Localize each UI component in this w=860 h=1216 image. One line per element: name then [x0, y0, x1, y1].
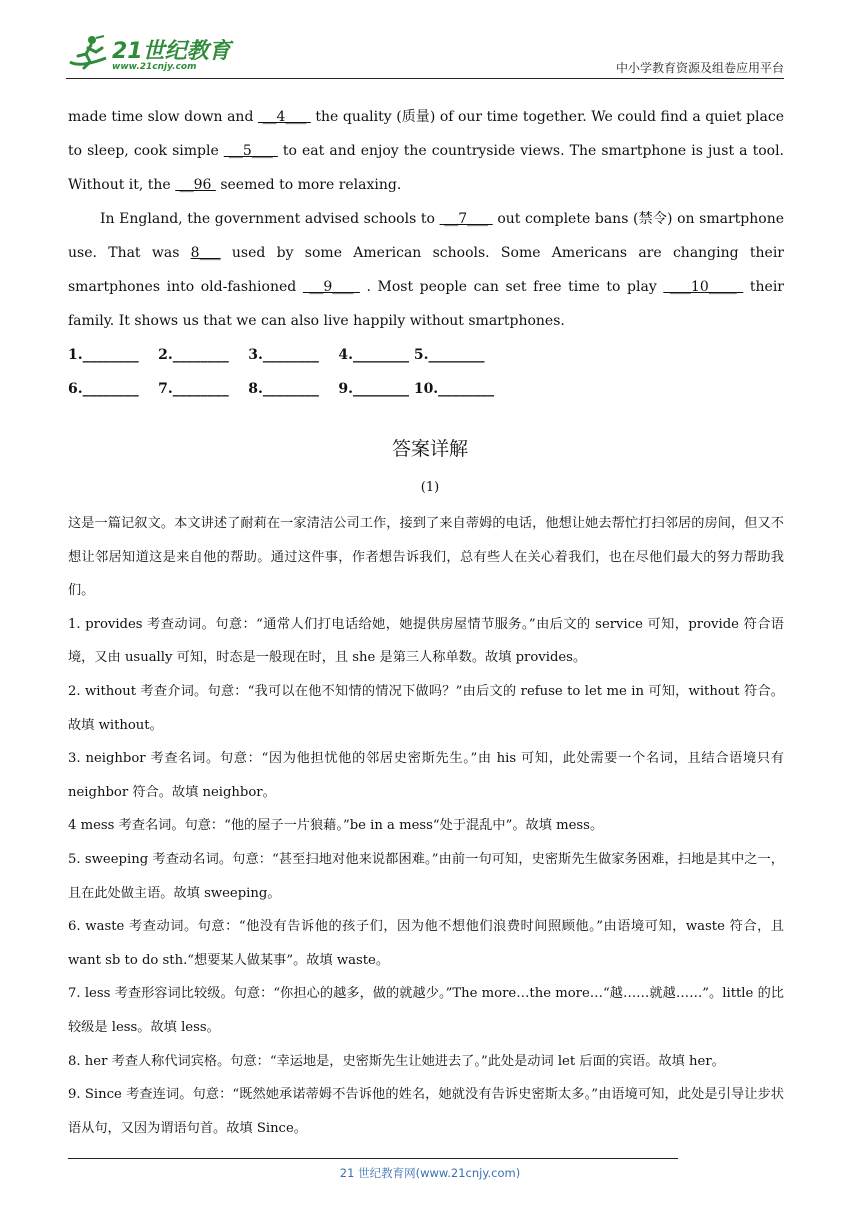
answer-row-1: 1.________ 2.________ 3.________ 4.________ 5.________	[68, 347, 485, 363]
text-run: . Most people can set free time to play	[359, 279, 664, 295]
platform-name: 中小学教育资源及组卷应用平台	[615, 61, 784, 75]
text-run: the quality (质量) of our time together. We could find a quiet place to sleep, cook simple	[68, 109, 784, 159]
blank-6: __96	[175, 177, 216, 193]
passage-paragraph-1	[68, 100, 784, 202]
text-run: seemed to more relaxing.	[215, 177, 402, 193]
explanation-item-3: 3. neighbor 考查名词。句意：“因为他担忧他的邻居史密斯先生。”由 his 可知，此处需要一个名词，且结合语境只有 neighbor 符合。故填 neighbor。	[68, 751, 784, 800]
text-run: In England, the government advised schools to	[100, 211, 440, 227]
blank-7: __7___	[439, 211, 493, 227]
logo-url: www.21cnjy.com	[112, 62, 197, 72]
passage	[68, 100, 784, 406]
explanation-item-4: 4 mess 考查名词。句意：“他的屋子一片狼藉。”be in a mess“处于混乱中”。故填 mess。	[68, 818, 604, 834]
explanation-item-6: 6. waste 考查动词。句意：“他没有告诉他的孩子们，因为他不想他们浪费时间照顾他。”由语境可知，waste 符合，且 want sb to do sth.“想要某人做某事”。故填 waste。	[68, 919, 784, 968]
answer-section-title: 答案详解	[391, 438, 468, 460]
text-run: made time slow down and	[68, 109, 258, 125]
footer-link[interactable]: 21 世纪教育网(www.21cnjy.com)	[339, 1166, 521, 1180]
blank-5: __5___	[223, 143, 278, 159]
explanation-item-9: 9. Since 考查连词。句意：“既然她承诺蒂姆不告诉他的姓名，她就没有告诉史密斯太多。”由语境可知，此处是引导让步状语从句，又因为谓语句首。故填 Since。	[68, 1087, 784, 1136]
blank-9: __9___	[302, 279, 360, 295]
text-run: their family. It shows us that we can also live happily without smartphones.	[68, 279, 784, 329]
section-number: (1)	[420, 480, 440, 495]
blank-10: ___10____	[663, 279, 744, 295]
explanation-item-7: 7. less 考查形容词比较级。句意：“你担心的越多，做的就越少。”The more…the more…“越……就越……”。little 的比较级是 less。故填 less。	[68, 986, 784, 1035]
logo-text: 21世纪教育	[112, 39, 231, 64]
text-run: to eat and enjoy the countryside views. The smartphone is just a tool. Without it, the	[68, 143, 784, 193]
explanation-item-1: 1. provides 考查动词。句意：“通常人们打电话给她，她提供房屋情节服务。”由后文的 service 可知，provide 符合语境，又由 usually 可知，时态是一般现在时，且 she 是第三人称单数。故填 provides。	[68, 616, 784, 666]
explanation-item-5: 5. sweeping 考查动名词。句意：“甚至扫地对他来说都困难。”由前一句可知，史密斯先生做家务困难，扫地是其中之一，且在此处做主语。故填 sweeping。	[68, 851, 784, 901]
explanation-list	[68, 507, 784, 1145]
explanation-item-2: 2. without 考查介词。句意：“我可以在他不知情的情况下做吗？”由后文的 refuse to let me in 可知，without 符合。故填 without。	[68, 683, 784, 733]
text-run: out complete bans (禁令) on smartphone use. That was	[68, 211, 784, 261]
passage-paragraph-2	[68, 202, 784, 338]
runner-logo-icon	[66, 32, 110, 76]
explanation-summary: 这是一篇记叙文。本文讲述了耐莉在一家清洁公司工作，接到了来自蒂姆的电话，他想让她去帮忙打扫邻居的房间，但又不想让邻居知道这是来自他的帮助。通过这件事，作者想告诉我们，总有些人在关心着我们，也在尽他们最大的努力帮助我们。	[68, 516, 784, 599]
footer-divider	[68, 1158, 678, 1159]
blank-8: 8___	[190, 245, 221, 261]
text-run: used by some American schools. Some Americans are changing their smartphones into old-fashioned	[68, 245, 784, 295]
blank-4: __4___	[257, 109, 311, 125]
explanation-item-8: 8. her 考查人称代词宾格。句意：“幸运地是，史密斯先生让她进去了。”此处是动词 let 后面的宾语。故填 her。	[68, 1053, 725, 1069]
site-logo[interactable]	[66, 32, 236, 76]
page-header	[66, 30, 784, 79]
answer-row-2: 6.________ 7.________ 8.________ 9.________ 10.________	[68, 381, 495, 397]
